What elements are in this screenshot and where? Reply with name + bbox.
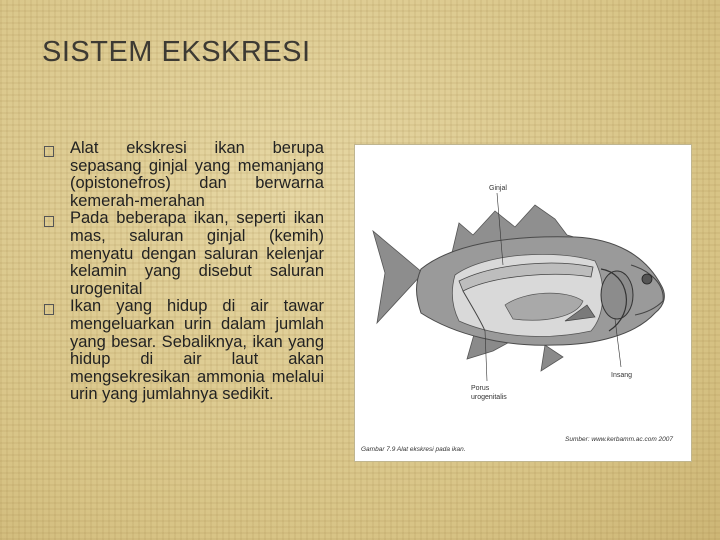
bullet-text: Alat ekskresi ikan berupa sepasang ginjal yang memanjang (opistonefros) dan berwarna kemerah-merahan bbox=[70, 139, 324, 210]
bullet-box-icon bbox=[44, 216, 54, 227]
bullet-item bbox=[44, 140, 324, 210]
gill bbox=[601, 271, 633, 319]
label-ginjal: Ginjal bbox=[489, 185, 507, 192]
label-insang: Insang bbox=[611, 372, 633, 379]
fish-eye bbox=[642, 274, 652, 284]
bullet-list bbox=[44, 140, 324, 404]
pelvic-fin bbox=[541, 345, 563, 371]
fish-excretion-figure bbox=[354, 144, 692, 462]
bullet-text: Ikan yang hidup di air tawar mengeluarkan urin dalam jumlah yang besar. Sebaliknya, ikan yang hidup di air laut akan mengsekresikan ammonia melalui urin yang jumlahnya sedikit. bbox=[70, 297, 324, 404]
bullet-box-icon bbox=[44, 304, 54, 315]
bullet-text: Pada beberapa ikan, seperti ikan mas, saluran ginjal (kemih) menyatu dengan saluran kelenjar kelamin yang disebut saluran urogenital bbox=[70, 209, 324, 298]
tail-fin bbox=[373, 231, 423, 323]
label-porus: Porus bbox=[471, 385, 490, 392]
bullet-item bbox=[44, 210, 324, 298]
bullet-item bbox=[44, 298, 324, 404]
label-urogenitalis: urogenitalis bbox=[471, 394, 507, 401]
fish-diagram bbox=[355, 145, 691, 461]
slide-title: SISTEM EKSKRESI bbox=[42, 36, 311, 68]
bullet-box-icon bbox=[44, 146, 54, 157]
figure-source: Sumber: www.kerbamm.ac.com 2007 bbox=[565, 436, 674, 443]
figure-caption: Gambar 7.9 Alat ekskresi pada ikan. bbox=[361, 446, 466, 453]
